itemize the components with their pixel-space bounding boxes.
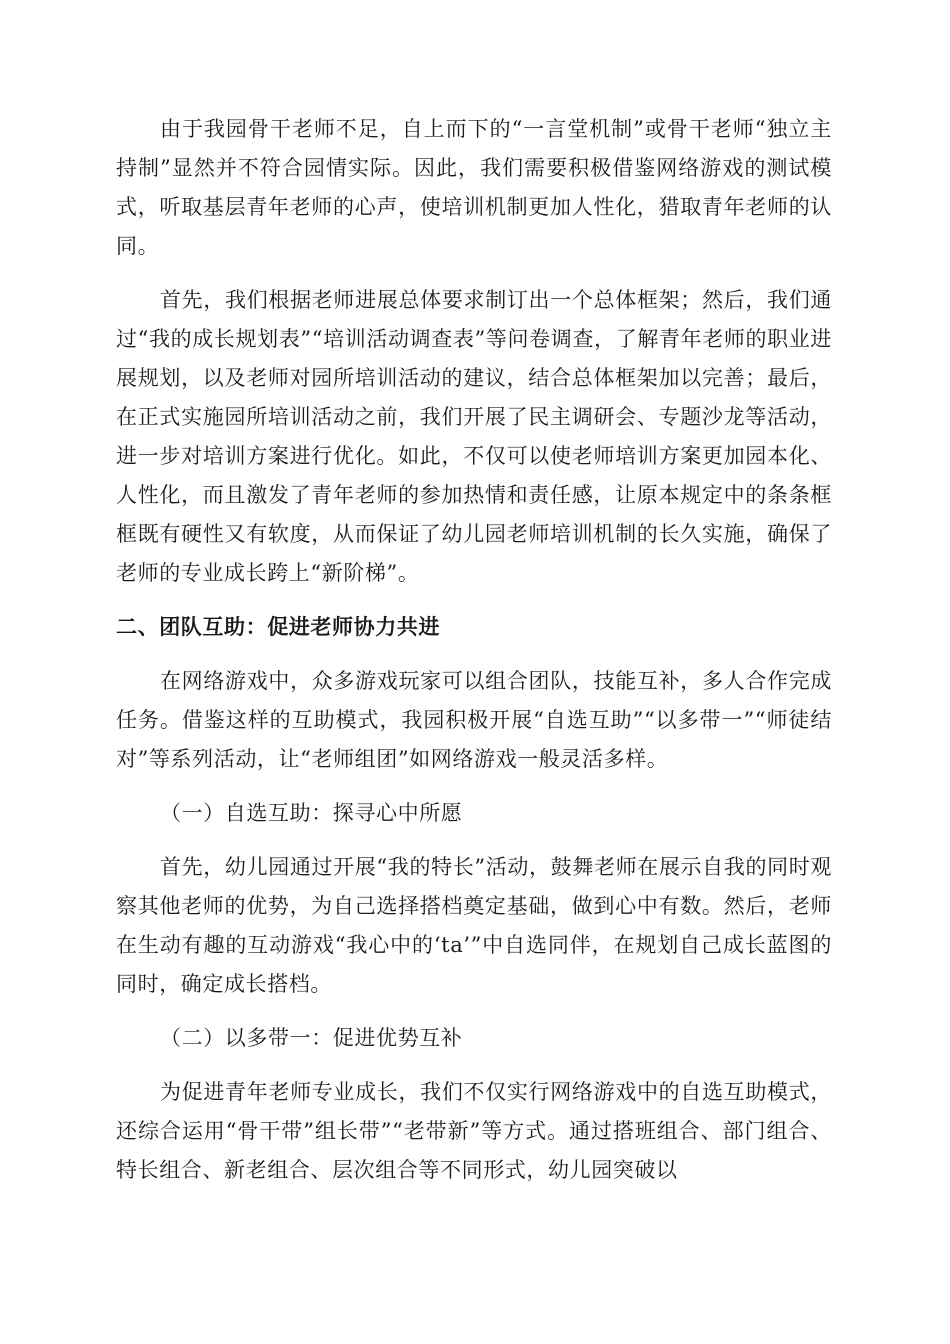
paragraph-framework: 首先，我们根据老师进展总体要求制订出一个总体框架；然后，我们通过“我的成长规划表”“培训活动调查表”等问卷调查，了解青年老师的职业进展规划，以及老师对园所培训活动的建议，结合总体框架加以完善；最后，在正式实施园所培训活动之前，我们开展了民主调研会、专题沙龙等活动，进一步对培训方案进行优化。如此，不仅可以使老师培训方案更加园本化、人性化，而且激发了青年老师的参加热情和责任感，让原本规定中的条条框框既有硬性又有软度，从而保证了幼儿园老师培训机制的长久实施，确保了老师的专业成长跨上“新阶梯”。 [116,288,832,585]
subheading-self-selected-mutual-aid: （一）自选互助：探寻心中所愿 [160,801,463,825]
paragraph-team-intro: 在网络游戏中，众多游戏玩家可以组合团队，技能互补，多人合作完成任务。借鉴这样的互助模式，我园积极开展“自选互助”“以多带一”“师徒结对”等系列活动，让“老师组团”如网络游戏一般灵活多样。 [116,669,832,771]
document-body [116,110,832,1190]
section-heading-team-mutual-aid: 二、团队互助：促进老师协力共进 [116,615,440,639]
paragraph-self-selected: 首先，幼儿园通过开展“我的特长”活动，鼓舞老师在展示自我的同时观察其他老师的优势，为自己选择搭档奠定基础，做到心中有数。然后，老师在生动有趣的互动游戏“我心中的‘ta’”中自选同伴，在规划自己成长蓝图的同时，确定成长搭档。 [116,855,832,996]
subheading-many-lead-one: （二）以多带一：促进优势互补 [160,1026,463,1050]
paragraph-intro: 由于我园骨干老师不足，自上而下的“一言堂机制”或骨干老师“独立主持制”显然并不符合园情实际。因此，我们需要积极借鉴网络游戏的测试模式，听取基层青年老师的心声，使培训机制更加人性化，猎取青年老师的认同。 [116,117,832,258]
paragraph-many-lead-one: 为促进青年老师专业成长，我们不仅实行网络游戏中的自选互助模式，还综合运用“骨干带”组长带”“老带新”等方式。通过搭班组合、部门组合、特长组合、新老组合、层次组合等不同形式，幼儿园突破以 [116,1080,832,1182]
